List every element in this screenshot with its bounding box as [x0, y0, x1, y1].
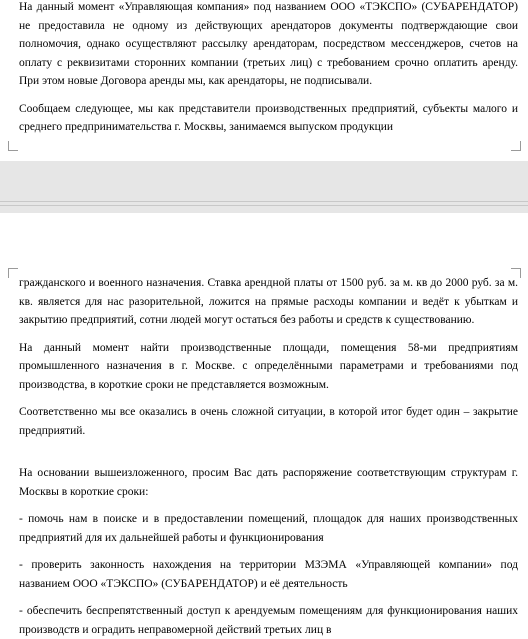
- page-2-text: [19, 274, 518, 639]
- paragraph-2-2: На данный момент найти производственные площади, помещения 58-ми предприятиям промышленного назначения в г. Москве. с определёнными параметрами и требованиями под производства, в короткие сроки не представляется возможным.: [19, 341, 518, 391]
- document-page-2: [0, 213, 528, 636]
- margin-mark-top-left: [8, 268, 18, 278]
- margin-mark-bottom-left: [8, 141, 18, 151]
- page-1-bottom-edge: [0, 201, 528, 202]
- paragraph-2-7: - обеспечить беспрепятственный доступ к арендуемым помещениям для функционирования наших производств и оградить неправомерной действий третьих лиц в: [19, 605, 518, 636]
- paragraph-2-3: Соответственно мы все оказались в очень сложной ситуации, в которой итог будет один – закрытие предприятий.: [19, 406, 518, 437]
- paragraph-2-4: На основании вышеизложенного, просим Вас дать распоряжение соответствующим структурам г. Москвы в короткие сроки:: [19, 467, 518, 498]
- paragraph-2-5: - помочь нам в поиске и в предоставлении помещений, площадок для наших производственных предприятий для их дальнейшей работы и функционирования: [19, 513, 518, 544]
- paragraph-2-1: гражданского и военного назначения. Ставка арендной платы от 1500 руб. за м. кв до 2000 руб. за м. кв. является для нас разорительной, ложится на прямые расходы компании и ведёт к убыткам и закрытию предприятий, сотни людей могут остаться без работы и средств к существованию.: [19, 277, 518, 326]
- paragraph-1-1: На данный момент «Управляющая компания» под названием ООО «ТЭКСПО» (СУБАРЕНДАТОР) не предоставила не одному из действующих арендаторов документы подтверждающие свои полномочия, однако осуществляют рассылку арендаторам, посредством мессенджеров, счетов на оплату с реквизитами сторонних компании (третьих лиц) с требованием срочно оплатить аренду. При этом новые Договора аренды мы, как арендаторы, не подписывали.: [19, 1, 518, 87]
- page-1-text: [19, 0, 518, 137]
- page-2-top-edge: [0, 205, 528, 206]
- paragraph-1-2: Сообщаем следующее, мы как представители производственных предприятий, субъекты малого и среднего предпринимательства г. Москвы, занимаемся выпуском продукции: [19, 102, 518, 133]
- document-page-1: [0, 0, 528, 161]
- page-gap: [0, 161, 528, 213]
- margin-mark-bottom-right: [511, 141, 521, 151]
- paragraph-2-6: - проверить законность нахождения на территории МЗЭМА «Управляющей компании» под названием ООО «ТЭКСПО» (СУБАРЕНДАТОР) и её деятельность: [19, 559, 518, 590]
